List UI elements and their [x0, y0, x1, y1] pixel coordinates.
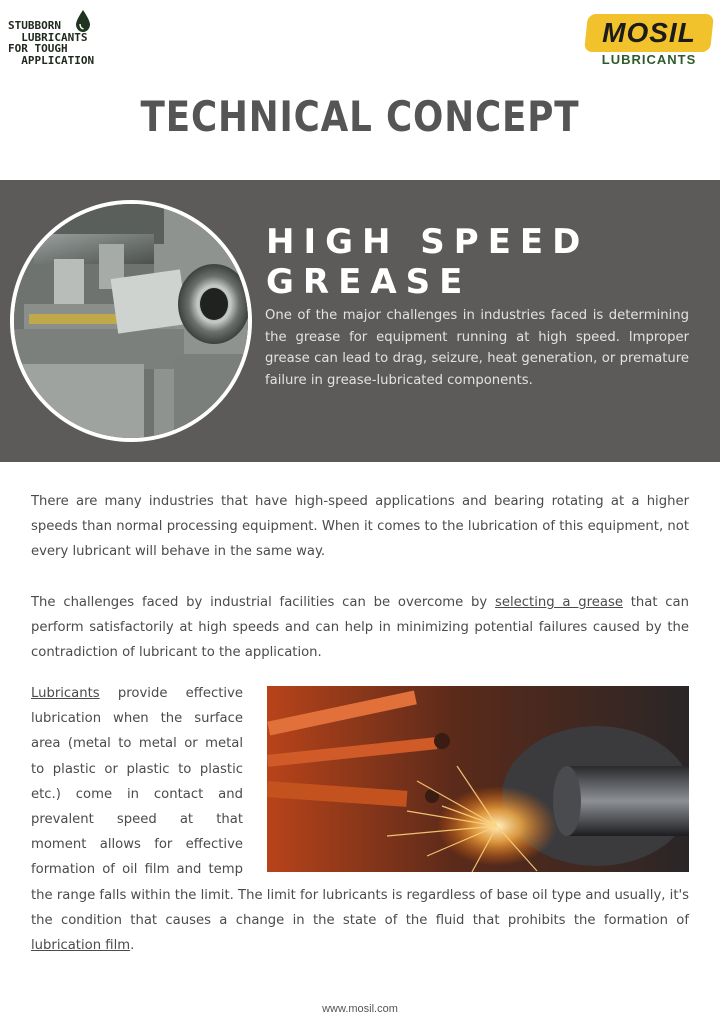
mosil-logo [586, 14, 712, 70]
lubricants-paragraph [31, 681, 689, 958]
selecting-a-grease-link[interactable]: selecting a grease [495, 595, 623, 610]
challenges-paragraph [31, 590, 689, 666]
brand-tagline: STUBBORN LUBRICANTS FOR TOUGH APPLICATION [8, 19, 95, 67]
machining-photo [10, 200, 252, 442]
lubricants-text-middle: provide effective lubrication when the surface area (metal to metal or metal to plastic or plastic to plastic etc.) come in contact and prevalent speed at that moment allows for effective formation of oil film and temp the range falls within the limit. The limit for lubricants is regardless of base oil type and usually, it's the condition that causes a change in the state of the fluid that prohibits the formation of [31, 686, 689, 928]
footer-website: www.mosil.com [322, 1003, 398, 1015]
challenges-text-start: The challenges faced by industrial facilities can be overcome by [31, 595, 496, 610]
lubricants-text-end: . [130, 938, 135, 954]
lubrication-film-link[interactable]: lubrication film [31, 938, 131, 954]
lubricants-link[interactable]: Lubricants [31, 686, 100, 701]
logo-subtitle: LUBRICANTS [601, 52, 697, 67]
machining-photo-illustration [14, 204, 248, 438]
logo-wordmark: MOSIL [602, 17, 696, 48]
sparks-photo [267, 686, 689, 872]
brand-tagline-logo [8, 6, 118, 76]
banner-description: One of the major challenges in industries faced is determining the grease for equipment running at high speed. Improper grease can lead to drag, seizure, heat generation, or premature failure in grease-lubricated components. [265, 308, 689, 389]
intro-paragraph: There are many industries that have high-speed applications and bearing rotating at a higher speeds than normal processing equipment. When it comes to the lubrication of this equipment, not every lubricant will behave in the same way. [31, 494, 689, 560]
page-title: TECHNICAL CONCEPT [140, 92, 580, 141]
grinding-sparks-illustration [267, 686, 689, 872]
challenges-text-end: that can perform satisfactorily at high speeds and can help in minimizing potential failures caused by the contradiction of lubricant to the application. [31, 595, 689, 661]
banner-heading: HIGH SPEED GREASE [266, 222, 590, 302]
